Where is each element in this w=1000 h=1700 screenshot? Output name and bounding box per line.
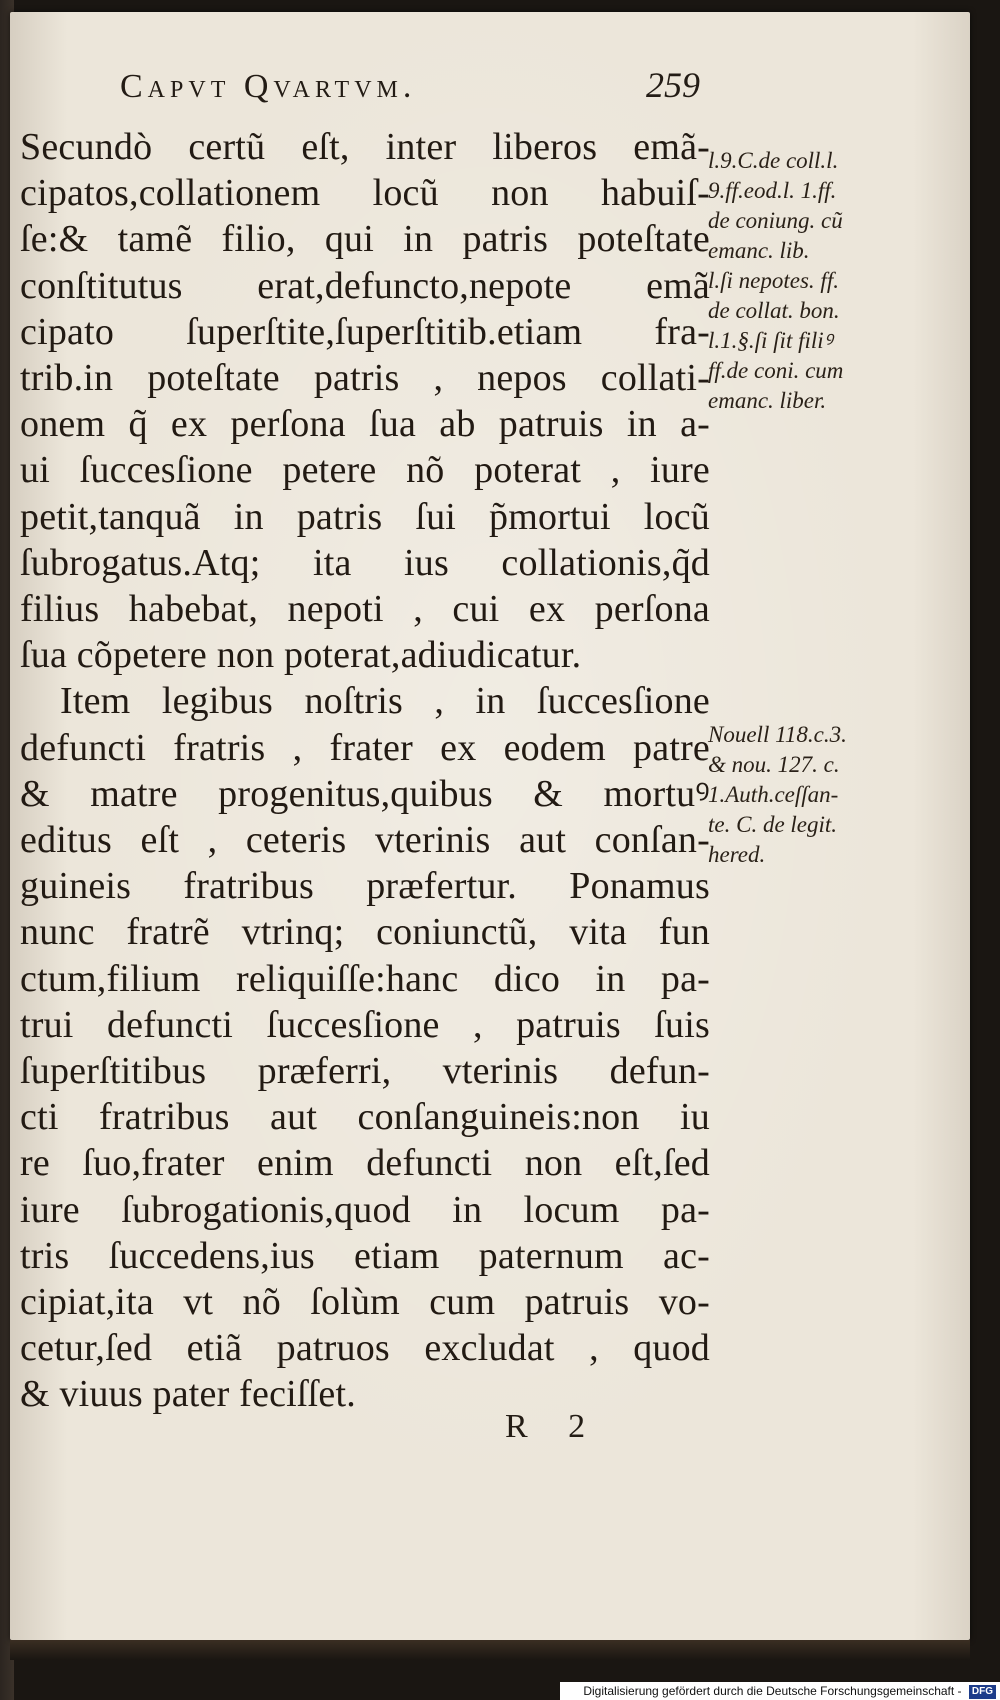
signature-mark: R 2 <box>505 1408 602 1445</box>
margin-note-line: 1.Auth.ceſſan- <box>708 782 839 807</box>
text-line: cetur,ſed etiã patruos excludat , quod <box>20 1327 710 1370</box>
text-line: cti fratribus aut conſanguineis:non iu <box>20 1096 710 1139</box>
text-line: & matre progenitus,quibus & mortuꝰ <box>20 772 710 815</box>
text-line: ctum,filium reliquiſſe:hanc dico in pa- <box>20 957 710 1000</box>
text-line: ſuperſtitibus præferri, vterinis defun- <box>20 1050 710 1093</box>
text-line: ſua cõpetere non poterat,adiudicatur. <box>20 634 582 677</box>
text-line: trui defuncti ſuccesſione , patruis ſuis <box>20 1003 710 1046</box>
text-line: Secundò certũ eſt, inter liberos emã- <box>20 126 710 168</box>
digitization-credit-bar <box>560 1682 1000 1700</box>
text-line: conſtitutus erat,defuncto,nepote emã <box>20 264 710 307</box>
text-line: filius habebat, nepoti , cui ex perſona <box>20 588 710 631</box>
margin-note-citations <box>708 146 888 416</box>
margin-note-line: ff.de coni. cum <box>708 358 844 383</box>
text-line: nunc fratrẽ vtrinq; coniunctũ, vita fun <box>20 911 710 954</box>
text-line: cipiat,ita vt nõ ſolùm cum patruis vo- <box>20 1281 710 1324</box>
text-line: petit,tanquã in patris ſui p̃mortui locũ <box>20 495 710 538</box>
margin-note-line: te. C. de legit. <box>708 812 838 837</box>
text-line: cipato ſuperſtite,ſuperſtitib.etiam fra- <box>20 310 710 353</box>
main-text-block <box>20 124 710 1418</box>
margin-note-line: Nouell 118.c.3. <box>708 722 847 747</box>
text-line: re ſuo,frater enim defuncti non eſt,ſed <box>20 1142 710 1185</box>
text-line: ui ſuccesſione petere nõ poterat , iure <box>20 449 710 492</box>
running-head <box>120 64 700 106</box>
dfg-logo: DFG <box>969 1685 996 1699</box>
margin-note-line: l.9.C.de coll.l. <box>708 148 839 173</box>
margin-note-line: l.ſi nepotes. ff. <box>708 268 839 293</box>
text-line: & viuus pater feciſſet. <box>20 1373 356 1416</box>
margin-note-line: de collat. bon. <box>708 298 840 323</box>
text-line: defuncti fratris , frater ex eodem patre <box>20 726 710 769</box>
margin-note-line: de coniung. cũ <box>708 208 843 233</box>
text-line: cipatos,collationem locũ non habuiſ- <box>20 172 710 215</box>
margin-note-novellae <box>708 720 888 870</box>
text-line: iure ſubrogationis,quod in locum pa- <box>20 1188 710 1231</box>
digitization-credit: Digitalisierung gefördert durch die Deutsche Forschungsgemeinschaft - <box>583 1684 962 1698</box>
margin-note-line: hered. <box>708 842 766 867</box>
text-line: Item legibus noſtris , in ſuccesſione <box>60 680 710 723</box>
text-line: guineis fratribus præfertur. Ponamus <box>20 865 710 908</box>
text-line: ſubrogatus.Atq; ita ius collationis,q̃d <box>20 541 710 584</box>
page-bottom-edge <box>10 1640 970 1660</box>
text-line: tris ſuccedens,ius etiam paternum ac- <box>20 1234 710 1277</box>
text-line: trib.in poteſtate patris , nepos collati- <box>20 357 710 400</box>
margin-note-line: emanc. liber. <box>708 388 827 413</box>
margin-note-line: & nou. 127. c. <box>708 752 840 777</box>
margin-note-line: 9.ff.eod.l. 1.ff. <box>708 178 837 203</box>
text-line: ſe:& tamẽ filio, qui in patris poteſtate <box>20 218 710 261</box>
margin-note-line: emanc. lib. <box>708 238 810 263</box>
text-line: onem q̃ ex perſona ſua ab patruis in a- <box>20 403 710 446</box>
page-number: 259 <box>646 65 700 105</box>
text-line: editus eſt , ceteris vterinis aut conſan- <box>20 819 710 862</box>
margin-note-line: l.1.§.ſi ſit filiꝰ <box>708 328 833 353</box>
running-title: Capvt Qvartvm. <box>120 68 417 105</box>
